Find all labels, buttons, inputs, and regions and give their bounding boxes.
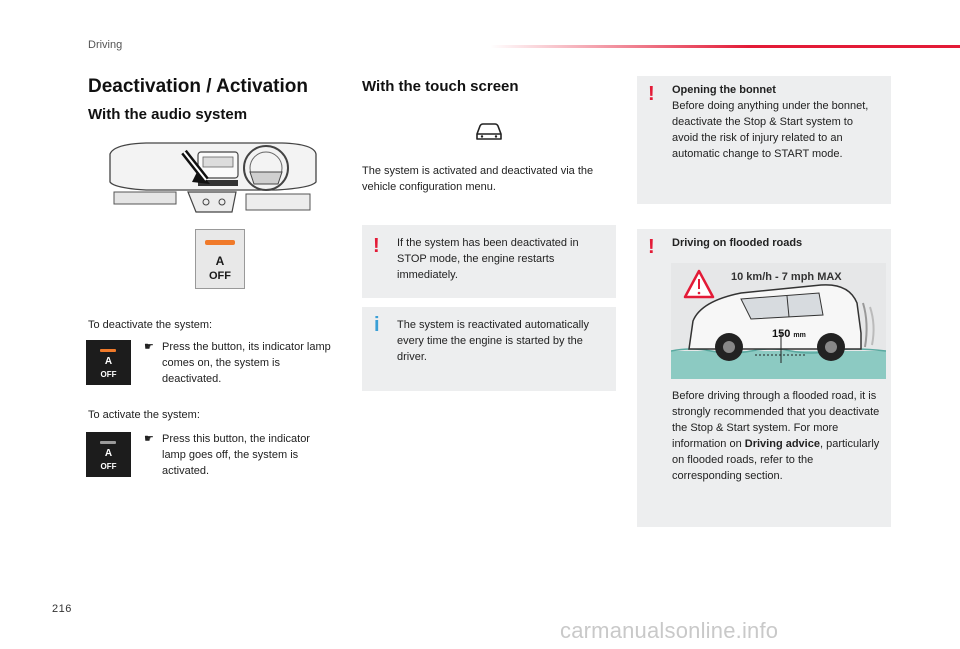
header-accent-line	[490, 45, 960, 48]
deactivate-intro: To deactivate the system:	[88, 319, 213, 331]
flood-text	[672, 388, 882, 484]
flooded-road-illustration	[671, 263, 886, 379]
warning-note-box	[362, 225, 616, 298]
auto-symbol-icon: A	[104, 448, 113, 459]
indicator-lamp-on	[100, 349, 116, 352]
stop-start-button-lamp-off	[86, 432, 131, 477]
stop-start-button-large	[195, 229, 245, 289]
watermark: carmanualsonline.info	[560, 618, 779, 643]
activate-intro: To activate the system:	[88, 409, 200, 421]
audio-system-heading: With the audio system	[88, 106, 248, 123]
stop-start-button-lamp-on	[86, 340, 131, 385]
off-label: OFF	[209, 270, 231, 282]
car-icon	[474, 121, 504, 143]
off-label: OFF	[100, 370, 117, 379]
info-note-box	[362, 307, 616, 391]
activate-step: Press this button, the indicator lamp goes off, the system is activated.	[162, 433, 310, 477]
bonnet-text: Before doing anything under the bonnet, deactivate the Stop & Start system to avoid the risk of injury related to an automatic change to START mode.	[672, 100, 869, 160]
deactivate-step: Press the button, its indicator lamp comes on, the system is deactivated.	[162, 341, 331, 385]
indicator-lamp	[205, 240, 235, 245]
touch-screen-description: The system is activated and deactivated via the vehicle configuration menu.	[362, 165, 594, 193]
page-number: 216	[52, 603, 72, 615]
bonnet-title: Opening the bonnet	[672, 84, 776, 96]
page-title: Deactivation / Activation	[88, 76, 308, 97]
flood-text-part2: , particularly on flooded roads, refer to the corresponding section.	[672, 438, 880, 482]
flood-depth-value: 150	[772, 328, 791, 340]
warning-exclamation-icon: !	[648, 236, 655, 258]
flood-text-part1: Before driving through a flooded road, it is strongly recommended that you deactivate the Stop & Start system. For more information on	[672, 390, 880, 450]
section-label: Driving	[88, 39, 123, 51]
driving-advice-reference: Driving advice	[744, 438, 820, 450]
pointing-hand-icon: ☛	[144, 341, 154, 353]
flood-speed-label: 10 km/h - 7 mph MAX	[731, 271, 842, 283]
info-note-text: The system is reactivated automatically every time the engine is started by the driver.	[397, 319, 589, 363]
dashboard-illustration	[106, 140, 318, 222]
indicator-lamp-off	[100, 441, 116, 444]
info-icon: i	[374, 314, 380, 336]
flood-depth-label	[772, 328, 806, 340]
flood-title: Driving on flooded roads	[672, 237, 803, 249]
warning-exclamation-icon: !	[373, 235, 380, 257]
warning-exclamation-icon: !	[648, 83, 655, 105]
flood-depth-unit: mm	[793, 332, 806, 339]
warning-note-text: If the system has been deactivated in STOP mode, the engine restarts immediately.	[397, 237, 579, 281]
touch-screen-heading: With the touch screen	[362, 78, 519, 95]
pointing-hand-icon: ☛	[144, 433, 154, 445]
bonnet-warning-box	[637, 76, 891, 204]
auto-symbol-icon: A	[104, 356, 113, 367]
auto-symbol-icon: A	[215, 254, 225, 268]
off-label: OFF	[100, 462, 117, 471]
